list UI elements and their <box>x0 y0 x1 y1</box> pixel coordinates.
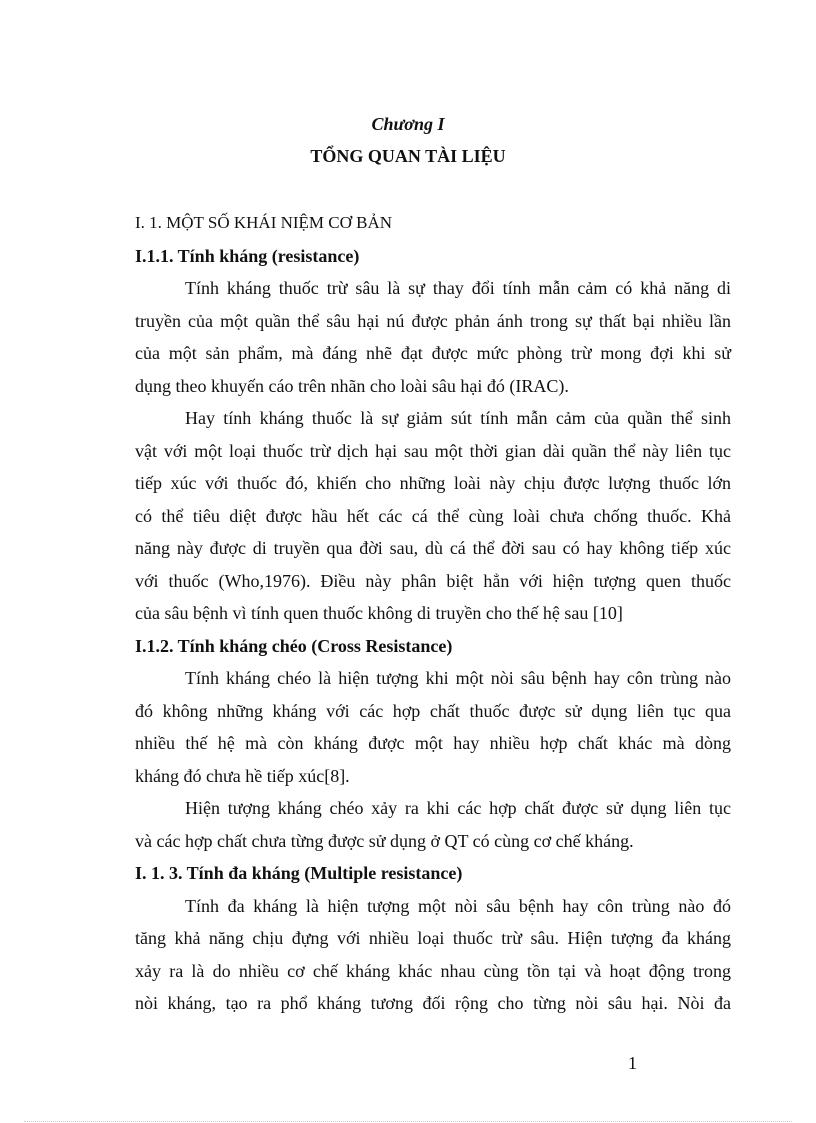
text-line: với thuốc (Who,1976). Điều này phân biệt hẳn với hiện tượng quen thuốc <box>135 570 731 591</box>
text-line: tiếp xúc với thuốc đó, khiến cho những loài này chịu được lượng thuốc lớn <box>135 473 731 493</box>
text-line: vật với một loại thuốc trừ dịch hại sau một thời gian dài quần thể này liên tục <box>135 440 731 461</box>
paragraph <box>135 890 731 1020</box>
text-line: của một sản phẩm, mà đáng nhẽ đạt được mức phòng trừ mong đợi khi sử <box>135 343 731 363</box>
text-line: nhiều thế hệ mà còn kháng được một hay nhiều hợp chất khác mà dòng <box>135 733 731 753</box>
text-line: có thể tiêu diệt được hầu hết các cá thể cùng loài chưa chống thuốc. Khả <box>135 505 731 526</box>
subsection-heading-1-1-3: I. 1. 3. Tính đa kháng (Multiple resistance) <box>135 863 463 883</box>
text-line: Tính kháng chéo là hiện tượng khi một nòi sâu bệnh hay côn trùng nào <box>185 668 731 688</box>
paragraph <box>135 662 731 792</box>
paragraph <box>135 792 731 857</box>
chapter-label: Chương I <box>371 114 445 134</box>
text-line: Tính kháng thuốc trừ sâu là sự thay đổi tính mẫn cảm có khả năng di <box>185 278 731 298</box>
paragraph <box>135 402 731 630</box>
text-line: Hiện tượng kháng chéo xảy ra khi các hợp chất được sử dụng liên tục <box>185 798 731 818</box>
text-line: và các hợp chất chưa từng được sử dụng ở QT có cùng cơ chế kháng. <box>135 830 634 851</box>
chapter-title: TỔNG QUAN TÀI LIỆU <box>310 146 506 166</box>
subsection-heading-1-1-1: I.1.1. Tính kháng (resistance) <box>135 245 360 266</box>
page-number: 1 <box>628 1053 637 1073</box>
text-line: nòi kháng, tạo ra phổ kháng tương đối rộng cho từng nòi sâu hại. Nòi đa <box>135 993 731 1013</box>
text-line: đó không những kháng với các hợp chất thuốc được sử dụng liên tục qua <box>135 700 731 721</box>
text-line: tăng khả năng chịu đựng với nhiều loại thuốc trừ sâu. Hiện tượng đa kháng <box>135 928 731 948</box>
text-line: xảy ra là do nhiều cơ chế kháng khác nhau cùng tồn tại và hoạt động trong <box>135 960 731 981</box>
text-line: năng này được di truyền qua đời sau, dù cá thể đời sau có hay không tiếp xúc <box>135 538 731 558</box>
paragraph <box>135 272 731 402</box>
text-line: Tính đa kháng là hiện tượng một nòi sâu bệnh hay côn trùng nào đó <box>185 895 731 916</box>
text-line: truyền của một quần thể sâu hại nú được phản ánh trong sự thất bại nhiều lần <box>135 310 731 331</box>
document-body <box>135 207 731 1020</box>
subsection-heading-1-1-2: I.1.2. Tính kháng chéo (Cross Resistance) <box>135 635 453 656</box>
text-line: dụng theo khuyến cáo trên nhãn cho loài sâu hại đó (IRAC). <box>135 375 569 396</box>
text-line: kháng đó chưa hề tiếp xúc[8]. <box>135 765 350 786</box>
page-bottom-divider <box>24 1121 792 1122</box>
text-line: Hay tính kháng thuốc là sự giảm sút tính mẫn cảm của quần thể sinh <box>185 408 731 428</box>
text-line: của sâu bệnh vì tính quen thuốc không di truyền cho thế hệ sau [10] <box>135 603 623 623</box>
section-heading: I. 1. MỘT SỐ KHÁI NIỆM CƠ BẢN <box>135 213 393 232</box>
